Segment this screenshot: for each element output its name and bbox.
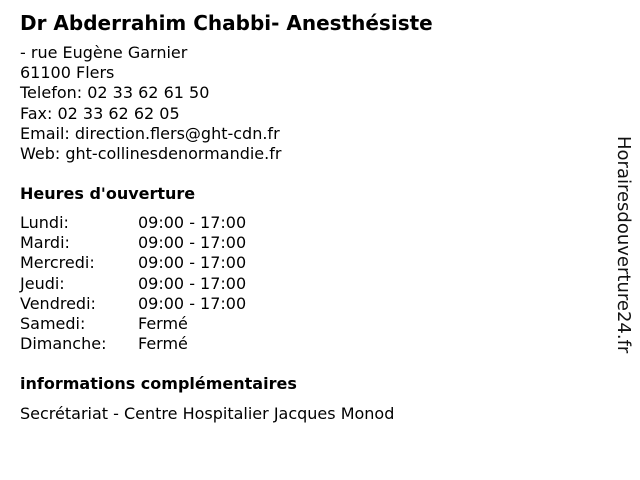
web-line: Web: ght-collinesdenormandie.fr: [20, 144, 282, 164]
hours-day: Lundi:: [20, 213, 69, 232]
hours-day: Jeudi:: [20, 273, 65, 293]
fax-line: Fax: 02 33 62 62 05: [20, 103, 180, 123]
hours-time: 09:00 - 17:00: [138, 293, 247, 313]
watermark: [612, 136, 634, 370]
hours-day: Mardi:: [20, 233, 70, 253]
hours-time: Fermé: [138, 313, 188, 333]
watermark-text: Horairesdouverture24.fr: [613, 136, 634, 354]
page-title: Dr Abderrahim Chabbi- Anesthésiste: [20, 11, 433, 35]
hours-day: Samedi:: [20, 313, 86, 333]
hours-time: Fermé: [138, 334, 188, 354]
additional-info-heading: informations complémentaires: [20, 374, 297, 393]
hours-day: Dimanche:: [20, 334, 107, 354]
hours-time: 09:00 - 17:00: [138, 253, 247, 273]
hours-day: Vendredi:: [20, 293, 96, 313]
hours-time: 09:00 - 17:00: [138, 233, 247, 253]
phone-line: Telefon: 02 33 62 61 50: [20, 83, 210, 103]
hours-time: 09:00 - 17:00: [138, 213, 247, 232]
address-street: - rue Eugène Garnier: [20, 43, 188, 62]
hours-time: 09:00 - 17:00: [138, 273, 247, 293]
hours-day: Mercredi:: [20, 253, 95, 273]
email-line: Email: direction.flers@ght-cdn.fr: [20, 123, 280, 143]
address-city: 61100 Flers: [20, 63, 115, 83]
opening-hours-heading: Heures d'ouverture: [20, 184, 196, 203]
additional-info-text: Secrétariat - Centre Hospitalier Jacques Monod: [20, 404, 395, 423]
contact-block: [20, 43, 281, 164]
